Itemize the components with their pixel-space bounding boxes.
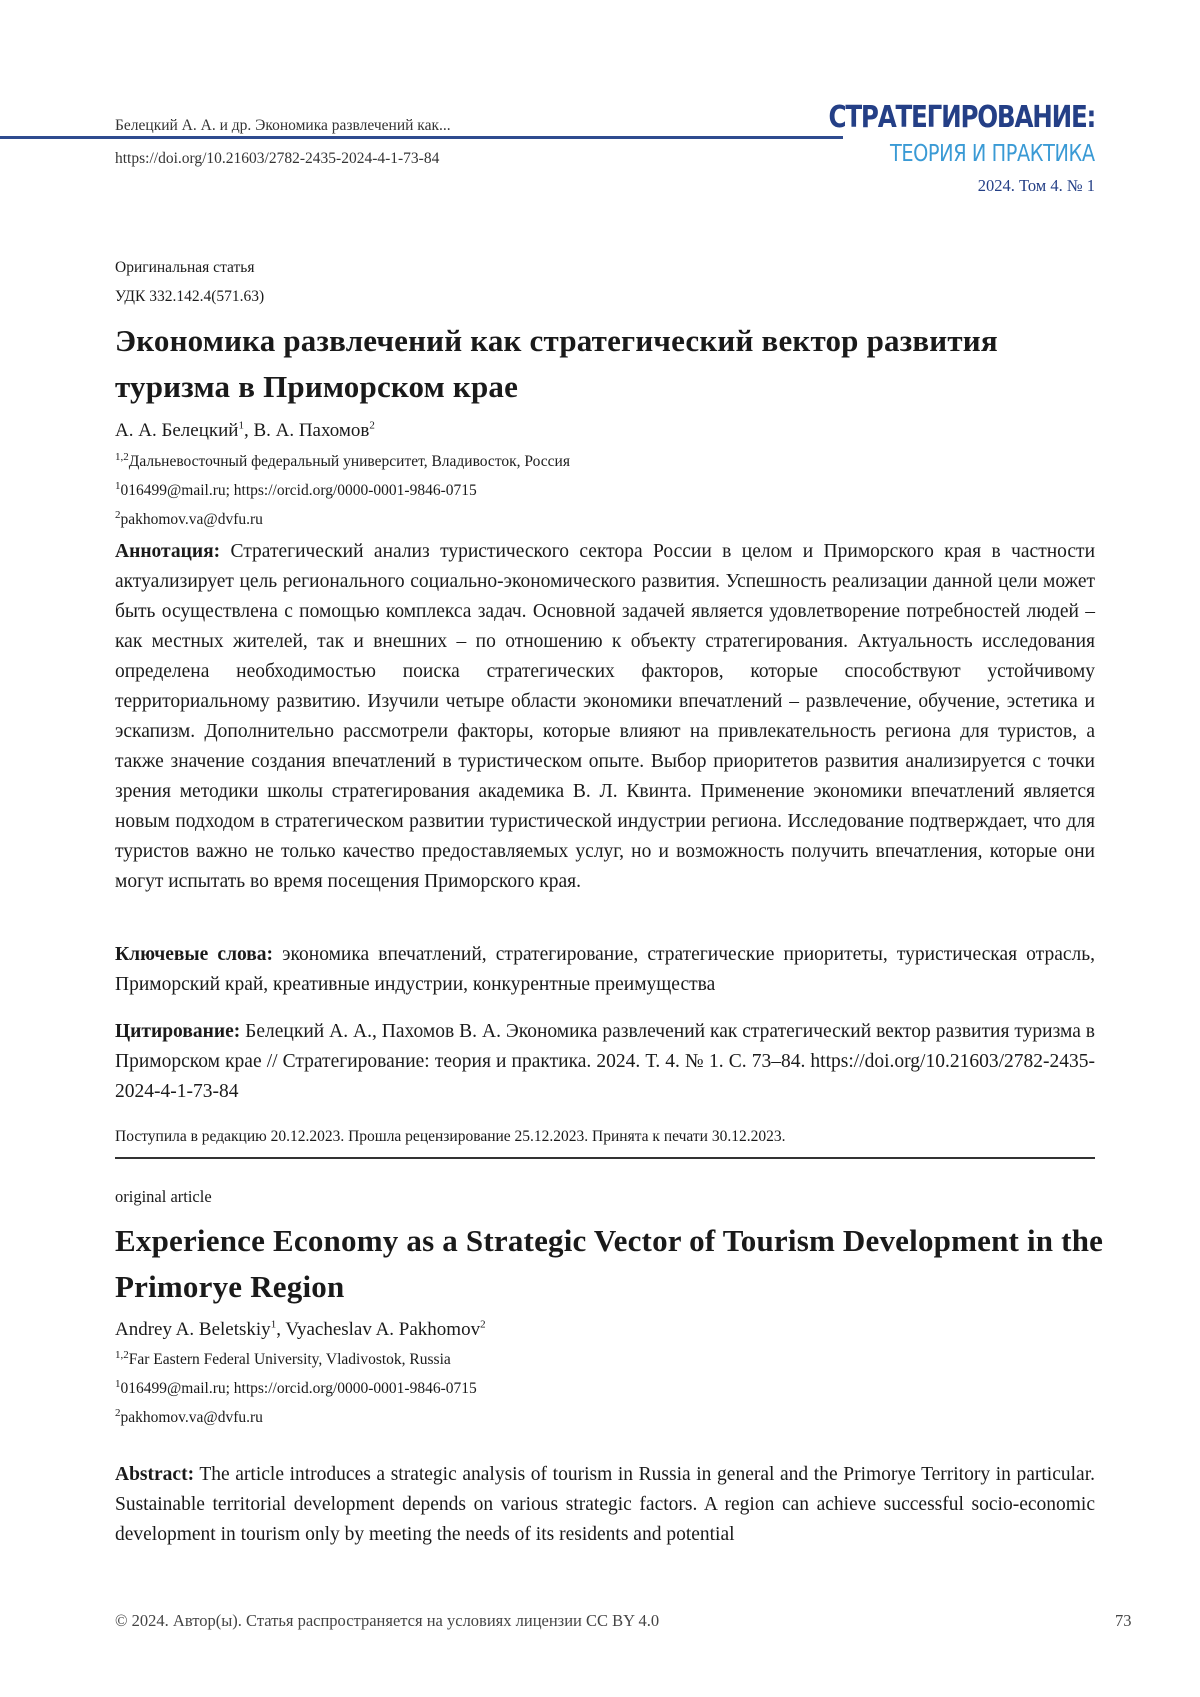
contact-2-en[interactable] [115,1408,263,1427]
contact-1-en[interactable] [115,1379,477,1398]
author-1-sup-en: 1 [270,1318,277,1331]
contact-2-text[interactable]: pakhomov.va@dvfu.ru [120,511,263,528]
contact-2-ru[interactable] [115,510,263,529]
license-note: © 2024. Автор(ы). Статья распространяется на условиях лицензии CC BY 4.0 [115,1611,660,1630]
abstract-ru [115,537,1095,897]
contact-2-sup: 2 [115,508,121,521]
affiliation-ru [115,452,570,471]
article-type-ru: Оригинальная статья [115,259,255,276]
affiliation-text: Дальневосточный федеральный университет, Владивосток, Россия [128,453,570,470]
author-1-sup: 1 [238,419,244,432]
header-doi-link[interactable]: https://doi.org/10.21603/2782-2435-2024-4-1-73-84 [115,150,440,167]
citation-ru [115,1017,1095,1107]
contact-1-sup: 1 [115,479,121,492]
keywords-label-ru: Ключевые слова: [115,944,274,965]
journal-logo-title: СТРАТЕГИРОВАНИЕ: [828,100,1095,135]
authors-en [115,1319,486,1341]
udk-code: УДК 332.142.4(571.63) [115,288,265,305]
abstract-text-ru: Стратегический анализ туристического сектора России в целом и Приморского края в частности актуализирует цель регионального социально-экономического развития. Успешность реализации данной цели может быть осуществлена с помощью комплекса задач. Основной задачей является удовлетворение потребностей людей – как местных жителей, так и внешних – по отношению к объекту стратегирования. Актуальность исследования определена необходимостью поиска стратегических факторов, которые способствуют устойчивому территориальному развитию. Изучили четыре области экономики впечатлений – развлечение, обучение, эстетика и эскапизм. Дополнительно рассмотрели факторы, которые влияют на привлекательность региона для туристов, а также значение создания впечатлений в туристическом опыте. Выбор приоритетов развития анализируется с точки зрения методики школы стратегирования академика В. Л. Квинта. Применение экономики впечатлений является новым подходом в стратегическом развитии туристической индустрии региона. Исследование подтверждает, что для туристов важно не только качество предоставляемых услуг, но и возможность получить впечатления, которые они могут испытать во время посещения Приморского края. [115,541,1095,892]
author-1-en: Andrey A. Beletskiy [115,1319,271,1340]
section-divider [115,1157,1095,1159]
keywords-text-ru: экономика впечатлений, стратегирование, стратегические приоритеты, туристическая отрасль, Приморский край, креативные индустрии, конкурентные преимущества [115,944,1095,995]
author-2-sup: 2 [369,419,375,432]
affiliation-text-en: Far Eastern Federal University, Vladivostok, Russia [128,1351,451,1368]
author-2-sup-en: 2 [480,1318,486,1331]
article-type-en: original article [115,1187,212,1206]
contact-1-ru[interactable] [115,481,477,500]
contact-1-sup-en: 1 [115,1377,121,1390]
article-title-en: Experience Economy as a Strategic Vector of Tourism Development in the Primorye Region [115,1223,1104,1304]
author-1-ru: А. А. Белецкий [115,420,239,441]
abstract-text-en: The article introduces a strategic analysis of tourism in Russia in general and the Primorye Territory in particular. Sustainable territorial development depends on various strategic factors. A region can achieve successful socio-economic development in tourism only by meeting the needs of its residents and potential [115,1464,1095,1545]
citation-text-ru: Белецкий А. А., Пахомов В. А. Экономика развлечений как стратегический вектор развития туризма в Приморском крае // Стратегирование: теория и практика. 2024. Т. 4. № 1. С. 73–84. https://doi.org/10.21603/2782-2435-2024-4-1-73-84 [115,1021,1095,1102]
page-number: 73 [1115,1611,1132,1630]
contact-2-sup-en: 2 [115,1406,121,1419]
keywords-ru [115,940,1095,1000]
author-2-en: , Vyacheslav A. Pakhomov [276,1319,481,1340]
header-rule [0,136,843,139]
citation-label-ru: Цитирование: [115,1021,241,1042]
journal-issue: 2024. Том 4. № 1 [977,176,1095,195]
abstract-label-ru: Аннотация: [115,541,221,562]
affiliation-en [115,1350,451,1369]
affiliation-sup-en: 1,2 [115,1348,129,1361]
contact-1-text[interactable]: 016499@mail.ru; https://orcid.org/0000-0001-9846-0715 [120,482,477,499]
abstract-label-en: Abstract: [115,1464,195,1485]
received-dates: Поступила в редакцию 20.12.2023. Прошла рецензирование 25.12.2023. Принята к печати 30.12.2023. [115,1128,786,1145]
contact-2-text-en[interactable]: pakhomov.va@dvfu.ru [120,1409,263,1426]
journal-logo-subtitle: ТЕОРИЯ И ПРАКТИКА [890,141,1095,167]
contact-1-text-en[interactable]: 016499@mail.ru; https://orcid.org/0000-0001-9846-0715 [120,1380,477,1397]
authors-ru [115,420,375,442]
running-title: Белецкий А. А. и др. Экономика развлечений как... [115,117,451,134]
article-title-ru: Экономика развлечений как стратегический вектор развития туризма в Приморском крае [115,323,998,404]
affiliation-sup: 1,2 [115,450,129,463]
abstract-en [115,1460,1095,1550]
author-2-ru: , В. А. Пахомов [243,420,370,441]
